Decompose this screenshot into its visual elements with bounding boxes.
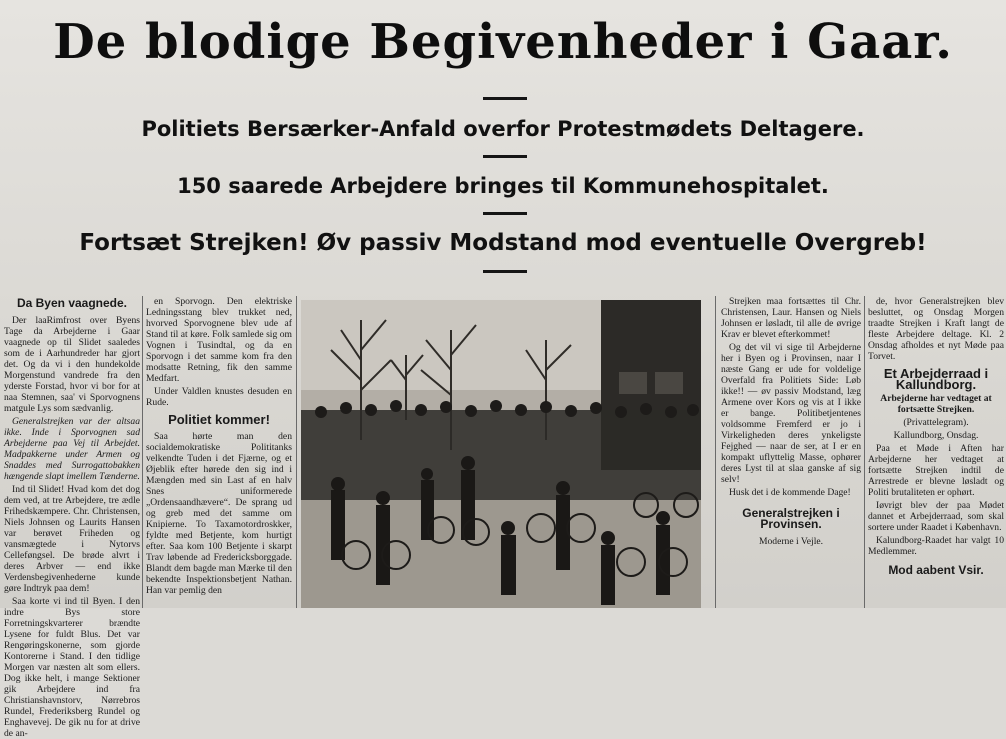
article-paragraph: Kalundborg-Raadet har valgt 10 Medlemmer. [868,535,1004,557]
column-divider [864,296,865,608]
column-heading: Generalstrejken i Provinsen. [742,506,840,531]
article-lead: Arbejderne har vedtaget at fortsætte Strejken. [880,393,992,415]
crowd-photo [301,300,701,608]
article-paragraph: Paa et Møde i Aften har Arbejderne her vedtaget at fortsætte Strejken indtil de Arrestrede er blevne løsladt og Politi brutaliteten er ophørt. [868,443,1004,498]
subheadline-strike: Fortsæt Strejken! Øv passiv Modstand mod eventuelle Overgreb! [79,230,927,256]
crowd-photo-illustration [301,300,701,608]
column-heading: Et Arbejderraad i Kallundborg. [883,366,989,392]
article-paragraph: Saa korte vi ind til Byen. I den indre Bys store Forretningskvarterer brændte Lysene for fuldt Blus. Det var Rengøringskonerne, som gjorde Kontorerne i Stand. I den tidlige Morgen var næsten alt som ellers. Dog ikke helt, i mange Sektioner gik Arbejdere ind fra Christianshavnstorv, Nørrebros Rundel, Frederiksberg Rundel og Enghavevej. De gik nu for at drive de an- [4,596,140,739]
subheadline-divider [483,155,527,158]
main-headline: De blodige Begivenheder i Gaar. [53,14,953,70]
dateline: Kallundborg, Onsdag. [893,430,979,441]
article-paragraph: Strejken maa fortsættes til Chr. Christensen, Laur. Hansen og Niels Johnsen er løsladt, til alle de øvrige Krav er blevet efterkommet! [721,296,861,340]
article-paragraph: Der laaRimfrost over Byens Tage da Arbejderne i Gaar vaagnede op til Slidet saaledes som de i Aarhundreder har gjort det. Og da vi i den hundekolde Morgenstund vandrede fra den yderste Forstad, hvor vi bor for at naa Stemnen, saa' vi Sporvognens matgule Lys som sædvanlig. [4,315,140,414]
article-paragraph: Under Valdlen knustes desuden en Rude. [146,386,292,408]
article-paragraph: Og det vil vi sige til Arbejderne her i Byen og i Provinsen, naar I næste Gang er ude for voldelige Overfald fra Politiets Side: Løb ikke!! — øv passiv Modstand, læg Armene over Kors og vis at I ikke er bange. Politibetjentenes voldsomme Fremferd er jo i Virkeligheden deres ynkeligste Fejghed — naar de ser, at I er en kompakt uflyttelig Masse, ophører deres Lyst til at slaa ganske af sig selv! [721,342,861,485]
article-column-4 [868,296,1004,608]
column-divider [296,296,297,608]
article-column-1 [4,296,140,739]
subheadline-divider [483,212,527,215]
article-paragraph: Generalstrejken var der altsaa ikke. Inde i Sporvognen sad Arbejderne paa Vej til Arbejdet. Madpakkerne under Armen og Snaddes med Surrogattobakken hængende slapt imellem Tænderne. [4,416,140,482]
article-paragraph: Ind til Slidet! Hvad kom det dog dem ved, at tre Arbejdere, tre ædle Frihedskæmpere. Chr. Christensen, Niels Johnsen og Laurits Hansen var berøvet Friheden og vansmægtede i Nytorvs Celleføngsel. De brøde alvrt i deres Arbver — end ikke Verdensbegivenhederne kunde gøre Indtryk paa dem! [4,484,140,594]
article-paragraph: Saa hørte man den socialdemokratiske Polititanks velkendte Tuden i det Fjærne, og et Øjeblik efter hørede den sig ind i Mængden med sin Last af en halv Snes uniformerede „Ordensaandhævere“. De sprang ud og greb med det samme om Knipierne. To Taxamotordroskker, fyldte med Betjente, kom hurtigt efter. Saa kom 100 Betjente i skarpt Trav løbende ad Fredericksborggade. Blandt dem bagde man Mærke til den bekendte Inspektionsbetjent Nathan. Han var pemlig den [146,431,292,596]
column-divider [142,296,143,608]
article-paragraph: en Sporvogn. Den elektriske Ledningsstang blev trukket ned, hvorved Sporvognene blev ude af Stand til at køre. Folk samlede sig om Vognen i Tusindtal, og da en Sporvogn i det samme kom fra den modsatte Retning, fik den samme Medfart. [146,296,292,384]
article-paragraph: Moderne i Vejle. [758,536,824,547]
subheadline-hospital: 150 saarede Arbejdere bringes til Kommunehospitalet. [177,174,829,198]
subheadline-police: Politiets Bersærker-Anfald overfor Protestmødets Deltagere. [141,117,865,141]
headline-divider [483,97,527,100]
article-paragraph: Husk det i de kommende Dage! [729,487,851,498]
column-heading: Da Byen vaagnede. [16,296,128,310]
column-heading: Mod aabent Vsir. [888,563,984,577]
article-column-3 [721,296,861,608]
article-column-2 [146,296,292,608]
subheadline-divider [483,270,527,273]
article-paragraph: de, hvor Generalstrejken blev besluttet, og Onsdag Morgen traadte Strejken i Kraft langt de fleste Arbejdere deltage. Kl. 2 Onsdag afholdes et nyt Møde paa Torvet. [868,296,1004,362]
article-paragraph: Iøvrigt blev der paa Mødet dannet et Arbejderraad, som skal sortere under Raadet i København. [868,500,1004,533]
dateline: (Privattelegram). [903,417,969,428]
column-divider [715,296,716,608]
column-heading: Politiet kommer! [168,412,270,427]
